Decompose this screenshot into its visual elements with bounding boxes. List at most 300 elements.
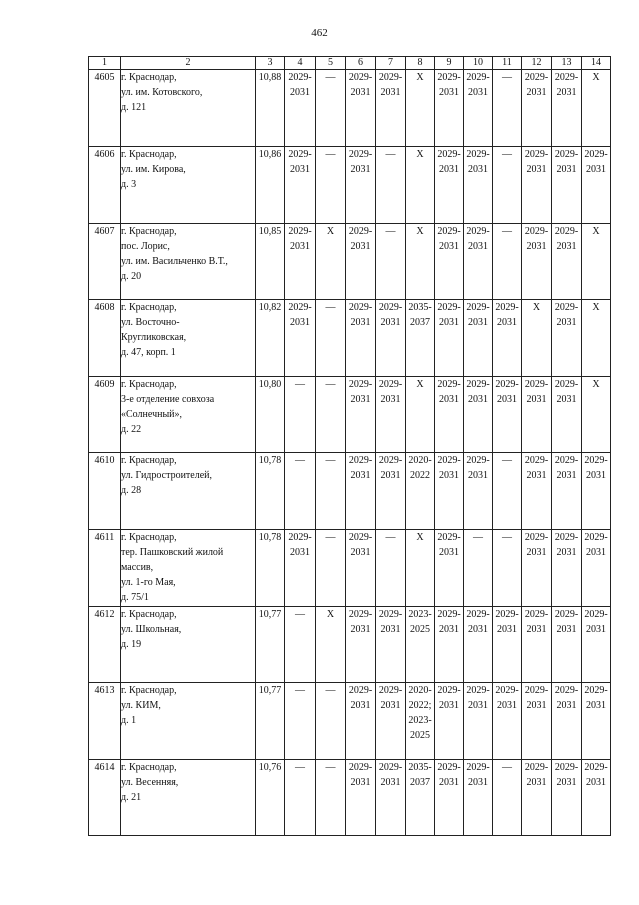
schedule-line: 2031 xyxy=(556,624,577,635)
schedule-line: X xyxy=(416,532,424,543)
schedule-cell xyxy=(522,453,552,530)
address-cell xyxy=(121,683,256,760)
schedule-cell xyxy=(493,760,522,836)
schedule-line: — xyxy=(385,532,396,543)
schedule-cell xyxy=(406,224,435,300)
address-line: д. 28 xyxy=(121,485,142,496)
schedule-line: 2029- xyxy=(466,72,490,83)
schedule-line: 2035- xyxy=(408,762,432,773)
address-line: д. 47, корп. 1 xyxy=(121,347,176,358)
schedule-cell xyxy=(285,453,316,530)
schedule-line: 2029- xyxy=(466,302,490,313)
schedule-cell xyxy=(582,683,611,760)
address-line: 3-е отделение совхоза xyxy=(121,394,215,405)
schedule-cell xyxy=(464,300,493,377)
schedule-cell xyxy=(493,147,522,224)
value-cell: 10,82 xyxy=(256,300,285,377)
address-line: ул. им. Васильченко В.Т., xyxy=(121,256,228,267)
schedule-line: 2022 xyxy=(410,470,430,481)
schedule-line: 2031 xyxy=(290,317,310,328)
schedule-line: — xyxy=(502,72,512,83)
schedule-cell xyxy=(316,760,346,836)
schedule-cell xyxy=(522,300,552,377)
schedule-line: 2029- xyxy=(348,685,373,696)
schedule-cell xyxy=(522,147,552,224)
address-line: «Солнечный», xyxy=(121,409,183,420)
row-number-cell: 4609 xyxy=(89,377,121,453)
schedule-line: 2029- xyxy=(584,609,608,620)
schedule-line: 2029- xyxy=(378,685,403,696)
schedule-cell xyxy=(376,70,406,147)
column-header: 1 xyxy=(89,57,121,70)
schedule-cell xyxy=(406,300,435,377)
schedule-line: 2029- xyxy=(495,609,519,620)
column-header: 4 xyxy=(285,57,316,70)
address-line: ул. Гидростроителей, xyxy=(121,470,213,481)
schedule-line: X xyxy=(532,302,541,313)
schedule-line: 2031 xyxy=(497,700,517,711)
column-header: 14 xyxy=(582,57,611,70)
schedule-line: 2031 xyxy=(497,394,517,405)
address-cell xyxy=(121,224,256,300)
address-cell xyxy=(121,530,256,607)
schedule-cell xyxy=(285,70,316,147)
schedule-line: X xyxy=(326,226,335,237)
schedule-cell xyxy=(316,224,346,300)
row-number-cell: 4606 xyxy=(89,147,121,224)
schedule-line: 2031 xyxy=(586,624,606,635)
address-line: г. Краснодар, xyxy=(121,455,177,466)
address-line: Кругликовская, xyxy=(121,332,187,343)
schedule-cell xyxy=(316,70,346,147)
schedule-line: X xyxy=(592,379,600,390)
row-number-cell: 4607 xyxy=(89,224,121,300)
schedule-line: 2029- xyxy=(288,302,312,313)
schedule-cell xyxy=(493,70,522,147)
schedule-line: 2037 xyxy=(410,317,430,328)
schedule-line: 2031 xyxy=(556,87,577,98)
schedule-line: — xyxy=(325,302,336,313)
column-number-row xyxy=(89,57,611,70)
schedule-line: 2029- xyxy=(554,609,579,620)
schedule-line: 2022; xyxy=(408,700,432,711)
schedule-line: — xyxy=(502,532,512,543)
table-body xyxy=(89,70,611,836)
schedule-cell xyxy=(376,683,406,760)
schedule-cell xyxy=(552,607,582,683)
schedule-cell xyxy=(464,760,493,836)
schedule-cell xyxy=(464,530,493,607)
schedule-line: 2031 xyxy=(290,547,310,558)
value-cell: 10,77 xyxy=(256,607,285,683)
schedule-line: 2031 xyxy=(556,470,577,481)
address-line: тер. Пашковский жилой xyxy=(121,547,224,558)
schedule-cell xyxy=(435,147,464,224)
row-number-cell: 4614 xyxy=(89,760,121,836)
schedule-cell xyxy=(493,683,522,760)
schedule-cell xyxy=(285,760,316,836)
schedule-line: 2029- xyxy=(437,149,461,160)
schedule-line: — xyxy=(325,455,336,466)
schedule-line: 2029- xyxy=(554,455,579,466)
schedule-cell xyxy=(285,300,316,377)
schedule-line: 2029- xyxy=(524,379,549,390)
column-header: 7 xyxy=(376,57,406,70)
schedule-cell xyxy=(316,453,346,530)
schedule-cell xyxy=(464,70,493,147)
address-line: ул. им. Котовского, xyxy=(121,87,203,98)
schedule-line: 2029- xyxy=(348,72,373,83)
schedule-cell xyxy=(582,453,611,530)
schedule-cell xyxy=(552,760,582,836)
schedule-line: 2029- xyxy=(584,762,608,773)
schedule-line: 2031 xyxy=(526,87,547,98)
schedule-line: 2029- xyxy=(348,226,373,237)
schedule-cell xyxy=(346,377,376,453)
schedule-line: X xyxy=(416,379,424,390)
schedule-line: 2029- xyxy=(348,455,373,466)
schedule-cell xyxy=(346,530,376,607)
schedule-cell xyxy=(346,70,376,147)
schedule-cell xyxy=(406,453,435,530)
schedule-line: 2020- xyxy=(408,455,432,466)
schedule-line: 2029- xyxy=(378,72,403,83)
row-number-cell: 4612 xyxy=(89,607,121,683)
schedule-line: 2031 xyxy=(556,241,577,252)
schedule-cell xyxy=(376,530,406,607)
schedule-line: 2031 xyxy=(350,777,371,788)
address-cell xyxy=(121,147,256,224)
schedule-line: 2031 xyxy=(439,624,459,635)
schedule-cell xyxy=(285,530,316,607)
schedule-cell xyxy=(285,683,316,760)
schedule-cell xyxy=(582,147,611,224)
schedule-cell xyxy=(582,224,611,300)
schedule-cell xyxy=(582,377,611,453)
schedule-line: 2023- xyxy=(408,715,432,726)
schedule-line: 2031 xyxy=(350,700,371,711)
schedule-line: 2029- xyxy=(378,455,403,466)
address-line: г. Краснодар, xyxy=(121,762,177,773)
schedule-cell xyxy=(493,224,522,300)
schedule-line: 2029- xyxy=(437,379,461,390)
schedule-line: — xyxy=(295,455,305,466)
schedule-cell xyxy=(493,607,522,683)
schedule-line: 2029- xyxy=(524,149,549,160)
schedule-cell xyxy=(406,760,435,836)
schedule-line: 2029- xyxy=(348,532,373,543)
schedule-cell xyxy=(464,147,493,224)
schedule-cell xyxy=(493,300,522,377)
schedule-line: 2031 xyxy=(439,317,459,328)
table-row xyxy=(89,147,611,224)
schedule-cell xyxy=(376,147,406,224)
schedule-line: 2031 xyxy=(350,624,371,635)
schedule-line: 2029- xyxy=(437,609,461,620)
schedule-line: 2029- xyxy=(348,609,373,620)
address-line: ул. Восточно- xyxy=(121,317,180,328)
schedule-line: 2029- xyxy=(348,302,373,313)
schedule-cell xyxy=(552,530,582,607)
schedule-cell xyxy=(316,530,346,607)
schedule-line: 2029- xyxy=(554,149,579,160)
schedule-line: 2031 xyxy=(526,394,547,405)
address-cell xyxy=(121,760,256,836)
address-line: г. Краснодар, xyxy=(121,532,177,543)
schedule-line: 2029- xyxy=(437,762,461,773)
address-line: ул. КИМ, xyxy=(121,700,161,711)
schedule-line: 2029- xyxy=(437,72,461,83)
schedule-cell xyxy=(522,683,552,760)
schedule-line: 2031 xyxy=(468,241,488,252)
schedule-line: 2029- xyxy=(554,72,579,83)
schedule-line: 2029- xyxy=(378,762,403,773)
schedule-cell xyxy=(435,530,464,607)
address-line: г. Краснодар, xyxy=(121,379,177,390)
schedule-line: 2029- xyxy=(348,149,373,160)
schedule-line: X xyxy=(416,72,424,83)
schedule-cell xyxy=(406,147,435,224)
schedule-line: 2031 xyxy=(468,470,488,481)
schedule-line: 2031 xyxy=(439,394,459,405)
schedule-line: X xyxy=(416,226,424,237)
table-row xyxy=(89,377,611,453)
schedule-line: 2025 xyxy=(410,730,430,741)
schedule-cell xyxy=(406,607,435,683)
schedule-line: 2029- xyxy=(524,226,549,237)
column-header: 12 xyxy=(522,57,552,70)
schedule-line: — xyxy=(325,532,336,543)
schedule-line: 2029- xyxy=(378,302,403,313)
value-cell: 10,86 xyxy=(256,147,285,224)
schedule-cell xyxy=(376,300,406,377)
column-header: 13 xyxy=(552,57,582,70)
address-line: д. 19 xyxy=(121,639,142,650)
schedule-cell xyxy=(464,453,493,530)
schedule-line: 2031 xyxy=(380,87,401,98)
value-cell: 10,78 xyxy=(256,530,285,607)
schedule-cell xyxy=(552,70,582,147)
schedule-cell xyxy=(285,224,316,300)
schedule-line: 2031 xyxy=(290,87,310,98)
schedule-cell xyxy=(552,683,582,760)
schedule-cell xyxy=(582,530,611,607)
schedule-line: 2031 xyxy=(350,470,371,481)
address-cell xyxy=(121,300,256,377)
schedule-cell xyxy=(464,683,493,760)
schedule-line: 2031 xyxy=(556,777,577,788)
schedule-line: 2029- xyxy=(378,379,403,390)
address-cell xyxy=(121,453,256,530)
schedule-cell xyxy=(316,683,346,760)
schedule-line: 2031 xyxy=(468,700,488,711)
schedule-line: 2031 xyxy=(468,777,488,788)
schedule-line: 2031 xyxy=(526,164,547,175)
schedule-line: 2029- xyxy=(524,685,549,696)
schedule-line: 2031 xyxy=(586,777,606,788)
schedule-cell xyxy=(376,224,406,300)
schedule-line: 2031 xyxy=(468,317,488,328)
schedule-cell xyxy=(552,147,582,224)
table-row xyxy=(89,607,611,683)
schedule-line: 2029- xyxy=(554,532,579,543)
schedule-cell xyxy=(493,530,522,607)
table-row xyxy=(89,453,611,530)
schedule-line: 2029- xyxy=(437,455,461,466)
schedule-line: 2029- xyxy=(288,532,312,543)
value-cell: 10,78 xyxy=(256,453,285,530)
schedule-line: 2031 xyxy=(556,164,577,175)
schedule-line: 2031 xyxy=(350,547,371,558)
address-line: д. 21 xyxy=(121,792,142,803)
address-line: г. Краснодар, xyxy=(121,609,177,620)
schedule-line: 2031 xyxy=(526,777,547,788)
schedule-line: — xyxy=(385,226,396,237)
schedule-line: 2029- xyxy=(466,762,490,773)
schedule-line: 2029- xyxy=(584,149,608,160)
schedule-line: 2031 xyxy=(586,547,606,558)
schedule-cell xyxy=(376,607,406,683)
schedule-line: — xyxy=(502,149,512,160)
column-header: 8 xyxy=(406,57,435,70)
address-line: ул. Весенняя, xyxy=(121,777,179,788)
schedule-line: X xyxy=(592,72,600,83)
schedule-line: 2029- xyxy=(378,609,403,620)
schedule-cell xyxy=(464,224,493,300)
schedule-line: 2020- xyxy=(408,685,432,696)
schedule-line: 2029- xyxy=(495,379,519,390)
schedule-line: 2035- xyxy=(408,302,432,313)
schedule-line: 2029- xyxy=(524,762,549,773)
schedule-cell xyxy=(582,300,611,377)
schedule-line: — xyxy=(325,762,336,773)
schedule-line: 2029- xyxy=(554,685,579,696)
schedule-line: 2029- xyxy=(524,72,549,83)
schedule-line: 2031 xyxy=(439,164,459,175)
value-cell: 10,85 xyxy=(256,224,285,300)
schedule-line: — xyxy=(502,455,512,466)
value-cell: 10,76 xyxy=(256,760,285,836)
schedule-line: 2031 xyxy=(439,777,459,788)
schedule-line: 2029- xyxy=(524,532,549,543)
schedule-line: 2031 xyxy=(439,470,459,481)
schedule-line: 2031 xyxy=(497,624,517,635)
schedule-cell xyxy=(376,453,406,530)
schedule-line: 2031 xyxy=(350,394,371,405)
schedule-line: — xyxy=(295,379,305,390)
address-line: ул. 1-го Мая, xyxy=(121,577,176,588)
schedule-line: 2031 xyxy=(556,547,577,558)
schedule-cell xyxy=(435,70,464,147)
column-header: 5 xyxy=(316,57,346,70)
schedule-line: 2029- xyxy=(466,379,490,390)
table-row xyxy=(89,300,611,377)
table-row xyxy=(89,70,611,147)
schedule-cell xyxy=(522,224,552,300)
schedule-cell xyxy=(285,607,316,683)
schedule-line: — xyxy=(295,762,305,773)
address-line: д. 22 xyxy=(121,424,142,435)
address-cell xyxy=(121,607,256,683)
schedule-line: 2029- xyxy=(584,532,608,543)
address-line: д. 121 xyxy=(121,102,147,113)
schedule-line: 2031 xyxy=(586,164,606,175)
column-header: 6 xyxy=(346,57,376,70)
table-row xyxy=(89,760,611,836)
schedule-cell xyxy=(285,377,316,453)
schedule-line: 2029- xyxy=(466,455,490,466)
schedule-line: 2031 xyxy=(468,87,488,98)
schedule-line: 2029- xyxy=(554,302,579,313)
schedule-cell xyxy=(435,224,464,300)
column-header: 10 xyxy=(464,57,493,70)
column-header: 9 xyxy=(435,57,464,70)
schedule-line: 2029- xyxy=(348,762,373,773)
schedule-cell xyxy=(493,377,522,453)
address-line: г. Краснодар, xyxy=(121,302,177,313)
schedule-line: — xyxy=(325,72,336,83)
schedule-cell xyxy=(522,377,552,453)
schedule-line: 2031 xyxy=(526,547,547,558)
schedule-line: 2031 xyxy=(380,777,401,788)
schedule-cell xyxy=(316,607,346,683)
schedule-cell xyxy=(316,377,346,453)
schedule-cell xyxy=(435,607,464,683)
schedule-line: 2031 xyxy=(290,164,310,175)
schedule-cell xyxy=(285,147,316,224)
schedule-line: — xyxy=(473,532,483,543)
address-cell xyxy=(121,70,256,147)
schedule-line: 2031 xyxy=(586,470,606,481)
schedule-line: — xyxy=(325,149,336,160)
schedule-cell xyxy=(346,300,376,377)
schedule-line: X xyxy=(592,302,600,313)
value-cell: 10,88 xyxy=(256,70,285,147)
address-line: д. 1 xyxy=(121,715,137,726)
row-number-cell: 4610 xyxy=(89,453,121,530)
schedule-cell xyxy=(376,377,406,453)
schedule-line: 2031 xyxy=(290,241,310,252)
schedule-cell xyxy=(552,377,582,453)
schedule-line: 2029- xyxy=(524,609,549,620)
schedule-line: — xyxy=(325,685,336,696)
schedule-line: 2031 xyxy=(556,700,577,711)
schedule-cell xyxy=(493,453,522,530)
schedule-cell xyxy=(522,607,552,683)
schedule-line: 2031 xyxy=(380,394,401,405)
schedule-line: 2031 xyxy=(468,624,488,635)
address-line: пос. Лорис, xyxy=(121,241,170,252)
schedule-line: 2029- xyxy=(288,226,312,237)
schedule-cell xyxy=(435,683,464,760)
schedule-cell xyxy=(522,530,552,607)
schedule-line: 2031 xyxy=(497,317,517,328)
schedule-line: 2031 xyxy=(556,394,577,405)
schedule-line: 2031 xyxy=(526,700,547,711)
row-number-cell: 4608 xyxy=(89,300,121,377)
schedule-line: 2031 xyxy=(468,164,488,175)
schedule-line: 2031 xyxy=(380,317,401,328)
address-line: д. 3 xyxy=(121,179,137,190)
schedule-line: — xyxy=(502,226,512,237)
schedule-cell xyxy=(552,453,582,530)
schedule-line: X xyxy=(592,226,600,237)
schedule-line: 2029- xyxy=(437,685,461,696)
schedule-line: 2031 xyxy=(350,317,371,328)
schedule-line: 2029- xyxy=(495,302,519,313)
row-number-cell: 4611 xyxy=(89,530,121,607)
schedule-line: 2031 xyxy=(380,624,401,635)
